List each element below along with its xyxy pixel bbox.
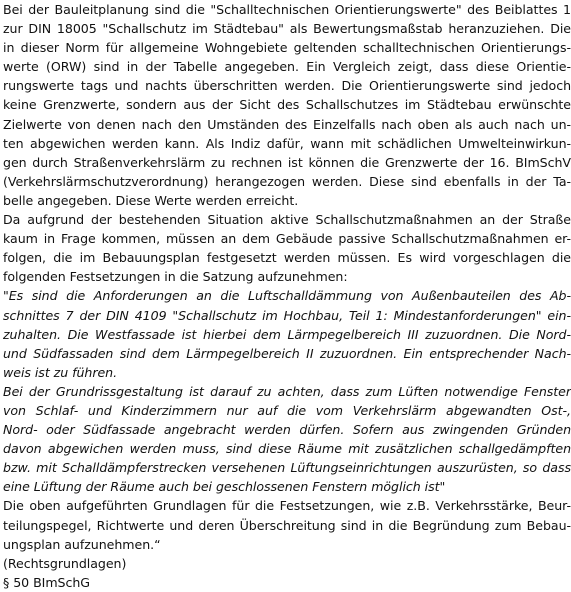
text-line: ungsplan aufzunehmen.“ [3,536,161,552]
text-line: in dieser Norm für allgemeine Wohngebiete geltenden schalltechnischen Orientierungs- [3,40,571,56]
text-line: eine Lüftung der Räume auch bei geschlossenen Fenstern möglich ist" [3,479,446,495]
text-line: keine Grenzwerte, sondern aus der Sicht des Schallschutzes im Städtebau erwünschte [3,97,571,113]
text-line: (Rechtsgrundlagen) [3,555,127,571]
text-line: bzw. mit Schalldämpferstrecken versehenen Lüftungseinrichtungen auszurüsten, so dass [3,460,571,476]
text-line: § 50 BImSchG [3,574,91,590]
text-line: teilungspegel, Richtwerte und deren Überschreitung sind in die Begründung zum Bebau- [3,517,571,533]
text-line: rungswerte tags und nachts überschritten werden. Die Orientierungswerte sind jedoch [3,78,571,94]
text-line: Nord- oder Südfassade angebracht werden dürfen. Sofern aus zwingenden Gründen [3,422,571,438]
text-line: "Es sind die Anforderungen an die Luftschalldämmung von Außenbauteilen des Ab- [3,288,571,304]
text-line: gen durch Straßenverkehrslärm zu rechnen ist können die Grenzwerte der 16. BImSchV [3,154,571,170]
text-line: und Südfassaden sind dem Lärmpegelbereich II zuzuordnen. Ein entsprechender Nach- [3,345,571,361]
text-line: folgenden Festsetzungen in die Satzung aufzunehmen: [3,269,348,285]
text-line: weis ist zu führen. [3,364,118,380]
text-line: werte (ORW) sind in der Tabelle angegeben. Ein Vergleich zeigt, dass diese Orientie- [3,59,571,75]
text-line: Bei der Bauleitplanung sind die "Schalltechnischen Orientierungswerte" des Beiblattes 1 [3,2,571,17]
text-line: schnittes 7 der DIN 4109 "Schallschutz im Hochbau, Teil 1: Mindestanforderungen" ein- [3,307,571,323]
text-line: zuhalten. Die Westfassade ist hierbei dem Lärmpegelbereich III zuzuordnen. Die Nord- [3,326,571,342]
text-line: Zielwerte von denen nach den Umständen des Einzelfalls nach oben als auch nach un- [3,116,571,132]
text-line: zur DIN 18005 "Schallschutz im Städtebau" als Bewertungsmaßstab heranzuziehen. Die [3,21,571,37]
text-line: Bei der Grundrissgestaltung ist darauf zu achten, dass zum Lüften notwendige Fenster [3,383,571,399]
text-line: davon abgewichen werden muss, sind diese Räume mit zusätzlichen schallgedämpften [3,441,571,457]
text-line: (Verkehrslärmschutzverordnung) herangezogen werden. Diese sind ebenfalls in der Ta- [3,173,571,189]
text-line: belle angegeben. Diese Werte werden erreicht. [3,192,299,208]
text-line: Die oben aufgeführten Grundlagen für die Festsetzungen, wie z.B. Verkehrsstärke, Beur- [3,498,571,514]
text-line: folgen, die im Bebauungsplan festgesetzt werden müssen. Es wird vorgeschlagen die [3,250,571,266]
text-line: ten abgewichen werden kann. Als Indiz dafür, wann mit schädlichen Umwelteinwirkun- [3,135,571,151]
text-line: von Schlaf- und Kinderzimmern nur auf die vom Verkehrslärm abgewandten Ost-, [3,402,571,418]
text-line: kaum in Frage kommen, müssen an dem Gebäude passive Schallschutzmaßnahmen er- [3,231,571,247]
text-line: Da aufgrund der bestehenden Situation aktive Schallschutzmaßnahmen an der Straße [3,212,571,228]
